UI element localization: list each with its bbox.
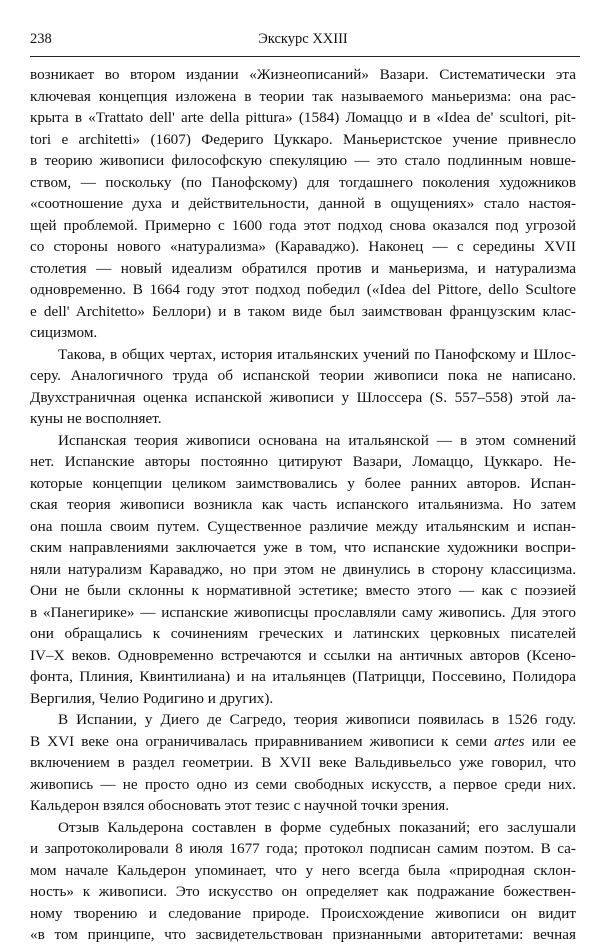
paragraph <box>30 64 576 344</box>
text-line: куны не восполняет. <box>30 410 162 427</box>
text-line: сицизмом. <box>30 324 98 341</box>
text-line: Вергилия, Челио Родигино и других). <box>30 689 274 707</box>
text-line: столетия — новый идеализм обратился против и маньеризма, и натурализма <box>30 259 576 277</box>
paragraph <box>30 430 576 710</box>
text-line: Испанская теория живописи основана на итальянской — в этом сомнений <box>58 431 576 449</box>
text-line: «соотношение духа и действительности, данной в ощущениях» стало настоя- <box>30 195 576 212</box>
text-line: IV–X веков. Одновременно встречаются и ссылки на античных авторов (Ксено- <box>30 646 576 664</box>
text-line: Двухстраничная оценка испанской живописи у Шлоссера (S. 557–558) этой ла- <box>30 388 576 406</box>
text-line: няли натурализм Караваджо, но при этом не двинулись в сторону классицизма. <box>30 560 576 578</box>
text-line: Они не были склонны к нормативной эстетике; вместо этого — как с поэзией <box>30 582 576 599</box>
text-line: они обращались к сочинениям греческих и латинских церковных писателей <box>30 625 576 642</box>
running-title: Экскурс XXIII <box>258 31 348 47</box>
text-line: ская теория живописи возникла как часть испанского итальянизма. Но затем <box>30 496 576 513</box>
text-line: включением в раздел геометрии. В XVII веке Вальдивьельсо уже говорил, что <box>30 754 576 771</box>
text-line: серу. Аналогичного труда об испанской теории живописи пока не написано. <box>30 367 576 384</box>
text-line: фонта, Плиния, Квинтилиана) и на итальянцев (Патрицци, Поссевино, Полидора <box>30 668 576 685</box>
text-line: tori e architetti» (1607) Федериго Цуккаро. Маньеристское учение привнесло <box>30 130 576 148</box>
text-line: В XVI веке она ограничивалась приравниванием живописи к семи artes или ее <box>30 732 577 750</box>
text-line: ключевая концепция изложена в теории так называемого маньеризма: она рас- <box>30 87 576 105</box>
text-line: «в том принципе, что засвидетельствован признанными авторитетами: вечная <box>30 926 576 943</box>
paragraph <box>30 817 576 946</box>
text-line: крыта в «Trattato dell' arte della pittura» (1584) Ломаццо и в «Idea de' scultori, pit- <box>30 109 576 126</box>
text-line: возникает во втором издании «Жизнеописаний» Вазари. Систематически эта <box>30 66 576 83</box>
text-line: нет. Испанские авторы постоянно цитируют Вазари, Ломаццо, Цуккаро. Не- <box>30 453 576 470</box>
page-number: 238 <box>30 31 52 47</box>
text-line: Отзыв Кальдерона составлен в форме судебных показаний; его заслушали <box>58 818 576 836</box>
text-line: Кальдерон взялся обосновать этот тезис с научной точки зрения. <box>30 797 450 814</box>
text-line: ским направлениями заключается уже в том, что испанские художники воспри- <box>30 539 576 556</box>
paragraph <box>30 344 576 430</box>
text-line: ством, — поскольку (по Панофскому) для тогдашнего поколения художников <box>30 173 576 191</box>
text-line: мом начале Кальдерон упоминает, что у него всегда была «природная склон- <box>30 861 576 879</box>
text-line: в теорию живописи философскую спекуляцию — это стало подлинным новше- <box>30 152 576 169</box>
text-line: e dell' Architetto» Беллори) и в таком виде был заимствован французским клас- <box>30 302 576 320</box>
body-text <box>30 64 576 946</box>
text-line: одновременно. В 1664 году этот подход победил («Idea del Pittore, dello Scultore <box>30 281 576 298</box>
text-line: В Испании, у Диего де Сагредо, теория живописи появилась в 1526 году. <box>58 711 576 728</box>
text-line: ному творению и следование природе. Происхождение живописи он видит <box>30 904 576 922</box>
text-line: со стороны нового «натурализма» (Караваджо). Наконец — с середины XVII <box>30 238 576 255</box>
text-line: живопись — не просто одно из семи свободных искусств, а первое среди них. <box>30 775 576 793</box>
text-line: которые концепции целиком заимствовались у более ранних авторов. Испан- <box>30 474 576 492</box>
header-rule <box>30 56 580 57</box>
text-line: в «Панегирике» — испанские живописцы прославляли саму живопись. Для этого <box>30 603 576 621</box>
text-line: щей проблемой. Примерно с 1600 года этот подход снова оказался под угрозой <box>30 216 576 234</box>
text-line: Такова, в общих чертах, история итальянских учений по Панофскому и Шлос- <box>58 345 576 363</box>
text-line: ность» к живописи. Это искусство он определяет как подражание божествен- <box>30 883 576 900</box>
text-line: она пошла своим путем. Существенное различие между итальянским и испан- <box>30 517 576 535</box>
paragraph <box>30 709 576 817</box>
text-line: и запротоколировали 8 июля 1677 года; протокол подписан самим поэтом. В са- <box>30 840 576 857</box>
